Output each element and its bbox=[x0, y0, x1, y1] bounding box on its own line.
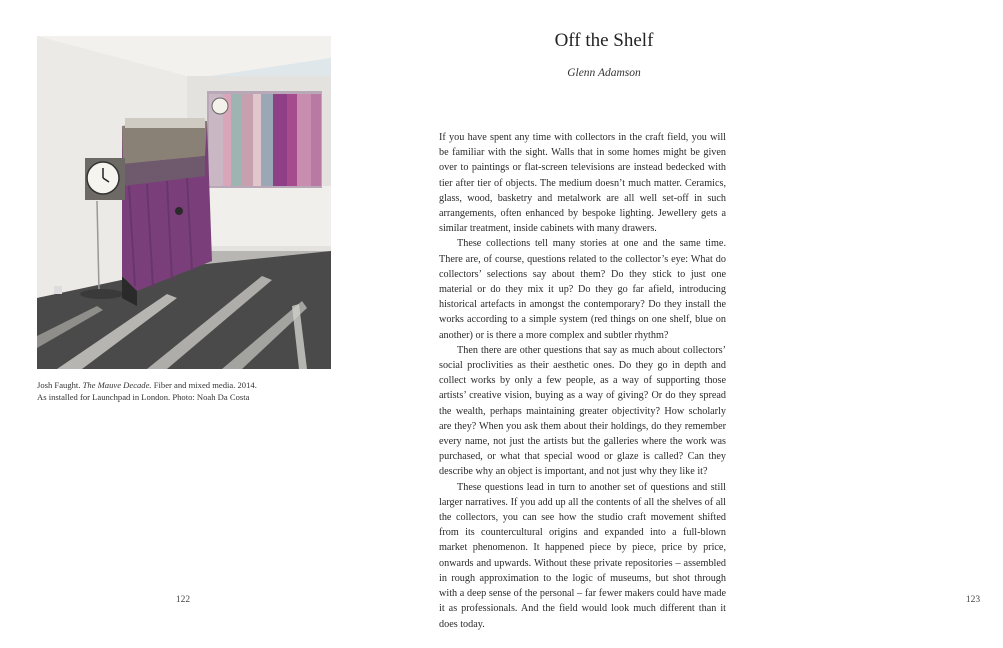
caption-line2: As installed for Launchpad in London. Photo: Noah Da Costa bbox=[37, 392, 250, 403]
left-page bbox=[0, 0, 386, 648]
paragraph-2: These collections tell many stories at one and the same time. There are, of course, questions related to the collector’s eye: What do collectors’ selections say about them? Do they stick to just one material or do they mix it up? Do they go far afield, introducing historical artefacts in amongst the contemporary? Do they install the works according to a simple system (red things on one shelf, blue on another) or is there a more complex and subtler rhythm? bbox=[439, 238, 726, 341]
caption-artist: Josh Faught. bbox=[37, 380, 81, 390]
page-number-right: 123 bbox=[965, 595, 981, 605]
paragraph-4: These questions lead in turn to another set of questions and still larger narratives. If you add up all the contents of all the shelves of all the collectors, you can see how the studio craft movement shifted from its countercultural origins and expanded into a full-blown market phenomenon. It happened piece by piece, price by price, onwards and upwards. Without these private repositories – assembled in rough approximation to the logic of museums, but shot through with a deep sense of the personal – far fewer makers could have made it as professionals. And the field would look much different than it does today. bbox=[439, 481, 726, 630]
installation-photo bbox=[37, 36, 331, 369]
installation-photo-graphic bbox=[37, 36, 331, 369]
essay-body bbox=[439, 130, 726, 632]
right-page bbox=[386, 0, 981, 648]
caption-work-title: The Mauve Decade. bbox=[82, 380, 152, 390]
photo-caption bbox=[37, 379, 337, 404]
essay-author: Glenn Adamson bbox=[567, 67, 641, 79]
page-number-left: 122 bbox=[175, 595, 191, 605]
paragraph-1: If you have spent any time with collectors in the craft field, you will be familiar with the sight. Walls that in some homes might be given over to paintings or flat-screen televisions are instead bedecked with tier after tier of objects. The medium doesn’t much matter. Ceramics, glass, wood, basketry and metalwork are all well set-off in such arrangements, often enhanced by bespoke lighting. Jewellery gets a similar treatment, inside cabinets with many drawers. bbox=[439, 132, 726, 235]
paragraph-3: Then there are other questions that say as much about collectors’ social proclivities as their aesthetic ones. Do they go in depth and collect works by only a few people, as a way of supporting those artists’ creative vision, buying as a way of giving? Or do they spread the wealth, perhaps maintaining greater objectivity? How scholarly are they? When you ask them about their holdings, do they remember every name, not just the artists but the galleries where the work was purchased, or what that special wood or glaze is called? Can they describe why an object is important, and not just why they like it? bbox=[439, 344, 726, 478]
essay-title: Off the Shelf bbox=[554, 30, 654, 51]
caption-line1-rest: Fiber and mixed media. 2014. bbox=[153, 380, 257, 390]
